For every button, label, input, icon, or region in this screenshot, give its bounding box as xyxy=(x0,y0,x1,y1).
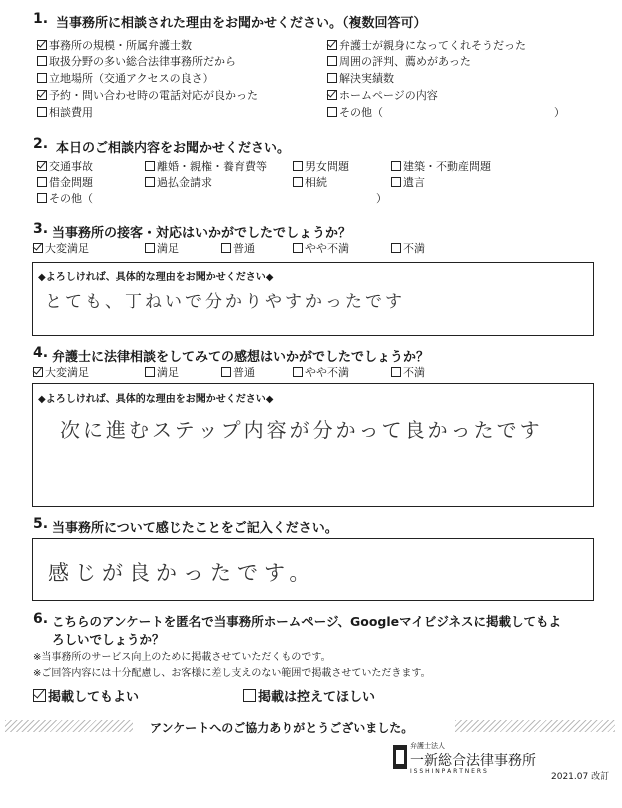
q3-comment-label: ◆よろしければ、具体的な理由をお聞かせください◆ xyxy=(38,272,274,283)
q6-note-2: ※ご回答内容には十分配慮し、お客様に差し支えのない範囲で掲載させていただきます。 xyxy=(33,668,431,679)
option-label: 普通 xyxy=(233,366,255,379)
q1-option-website[interactable] xyxy=(327,87,438,103)
checkbox-icon xyxy=(37,177,47,187)
checkbox-icon xyxy=(145,161,155,171)
checkbox-icon xyxy=(391,367,401,377)
q6-question-line1: こちらのアンケートを匿名で当事務所ホームページ、Googleマイビジネスに掲載してもよ xyxy=(52,614,562,629)
q5-handwritten-answer: 感じが良かったです。 xyxy=(48,561,317,585)
q4-comment-label: ◆よろしければ、具体的な理由をお聞かせください◆ xyxy=(38,394,274,405)
option-label: 満足 xyxy=(157,242,179,255)
checkbox-icon xyxy=(145,177,155,187)
checkbox-icon xyxy=(37,40,47,50)
q6-question-line2: ろしいでしょうか？ xyxy=(52,632,165,647)
q4-option-somewhat-dissatisfied[interactable] xyxy=(293,364,349,380)
footer-hatch-right xyxy=(455,720,615,732)
q1-option-location[interactable] xyxy=(37,70,214,86)
option-label: 大変満足 xyxy=(45,366,89,379)
option-label: 満足 xyxy=(157,366,179,379)
checkbox-icon xyxy=(221,243,231,253)
checkbox-icon xyxy=(37,107,47,117)
q4-handwritten-answer: 次に進むステップ内容が分かって良かったです xyxy=(60,418,543,442)
q2-option-inheritance[interactable] xyxy=(293,174,327,190)
q5-number: 5. xyxy=(33,516,49,532)
option-label: 離婚・親権・養育費等 xyxy=(157,160,267,173)
firm-logo-name: 一新総合法律事務所 xyxy=(410,753,536,769)
option-label: やや不満 xyxy=(305,366,349,379)
q2-option-debt[interactable] xyxy=(37,174,93,190)
footer-thanks: アンケートへのご協力ありがとうございました。 xyxy=(150,721,414,735)
q4-option-satisfied[interactable] xyxy=(145,364,179,380)
q3-option-normal[interactable] xyxy=(221,240,255,256)
q3-option-somewhat-dissatisfied[interactable] xyxy=(293,240,349,256)
checkbox-icon xyxy=(37,193,47,203)
checkbox-icon xyxy=(37,56,47,66)
checkbox-icon xyxy=(391,161,401,171)
q4-option-very-satisfied[interactable] xyxy=(33,364,89,380)
option-label: その他（ xyxy=(339,106,383,119)
q4-option-dissatisfied[interactable] xyxy=(391,364,425,380)
option-label: その他（ xyxy=(49,192,93,205)
firm-logo-roman: I S S H I N P A R T N E R S xyxy=(410,768,487,775)
q4-number: 4. xyxy=(33,345,49,361)
q2-other-close-paren: ） xyxy=(376,192,387,205)
checkbox-icon xyxy=(243,689,256,702)
option-label: 不満 xyxy=(403,242,425,255)
q1-other-close-paren: ） xyxy=(554,106,565,119)
checkbox-icon xyxy=(33,367,43,377)
checkbox-icon xyxy=(391,177,401,187)
q2-option-realestate[interactable] xyxy=(391,158,491,174)
q6-number: 6. xyxy=(33,611,49,627)
firm-logo-small: 弁護士法人 xyxy=(410,742,445,750)
checkbox-icon xyxy=(293,161,303,171)
q1-number: 1. xyxy=(33,11,49,27)
option-label: 遺言 xyxy=(403,176,425,189)
firm-logo-icon xyxy=(393,745,407,769)
option-label: ホームページの内容 xyxy=(339,89,438,102)
q1-option-results[interactable] xyxy=(327,70,394,86)
option-label: 予約・問い合わせ時の電話対応が良かった xyxy=(49,89,258,102)
q2-option-traffic[interactable] xyxy=(37,158,93,174)
q2-option-will[interactable] xyxy=(391,174,425,190)
q3-number: 3. xyxy=(33,221,49,237)
q1-option-fee[interactable] xyxy=(37,104,93,120)
option-label: 大変満足 xyxy=(45,242,89,255)
checkbox-icon xyxy=(33,689,46,702)
checkbox-icon xyxy=(327,107,337,117)
option-label: 取扱分野の多い総合法律事務所だから xyxy=(49,55,236,68)
option-label: 相続 xyxy=(305,176,327,189)
q2-option-relationship[interactable] xyxy=(293,158,349,174)
option-label: 相談費用 xyxy=(49,106,93,119)
q2-option-other[interactable] xyxy=(37,190,93,206)
option-label: やや不満 xyxy=(305,242,349,255)
checkbox-icon xyxy=(391,243,401,253)
q3-question: 当事務所の接客・対応はいかがでしたでしょうか？ xyxy=(52,226,352,241)
option-label: 不満 xyxy=(403,366,425,379)
option-label: 交通事故 xyxy=(49,160,93,173)
checkbox-icon xyxy=(37,90,47,100)
q6-option-allow[interactable] xyxy=(33,686,139,705)
option-label: 立地場所（交通アクセスの良さ） xyxy=(49,72,214,85)
q2-option-divorce[interactable] xyxy=(145,158,267,174)
checkbox-icon xyxy=(293,243,303,253)
q1-option-scale[interactable] xyxy=(37,37,192,53)
checkbox-icon xyxy=(221,367,231,377)
q1-option-phone[interactable] xyxy=(37,87,258,103)
option-label: 掲載してもよい xyxy=(48,690,140,705)
q2-question: 本日のご相談内容をお聞かせください。 xyxy=(56,141,291,156)
q1-option-other[interactable] xyxy=(327,104,383,120)
checkbox-icon xyxy=(327,73,337,83)
q3-option-very-satisfied[interactable] xyxy=(33,240,89,256)
checkbox-icon xyxy=(327,56,337,66)
option-label: 弁護士が親身になってくれそうだった xyxy=(339,39,526,52)
checkbox-icon xyxy=(37,73,47,83)
q6-note-1: ※当事務所のサービス向上のために掲載させていただくものです。 xyxy=(33,652,331,663)
q2-number: 2. xyxy=(33,136,49,152)
q3-option-satisfied[interactable] xyxy=(145,240,179,256)
footer-hatch-left xyxy=(5,720,133,732)
option-label: 建築・不動産問題 xyxy=(403,160,491,173)
form-revision: 2021.07 改訂 xyxy=(551,772,610,782)
option-label: 普通 xyxy=(233,242,255,255)
checkbox-icon xyxy=(293,177,303,187)
q3-handwritten-answer: とても、丁ねいで分かりやすかったです xyxy=(45,292,405,312)
checkbox-icon xyxy=(327,40,337,50)
option-label: 事務所の規模・所属弁護士数 xyxy=(49,39,192,52)
q5-question: 当事務所について感じたことをご記入ください。 xyxy=(52,521,338,536)
q6-option-decline[interactable] xyxy=(243,686,375,705)
q2-option-overpayment[interactable] xyxy=(145,174,212,190)
option-label: 解決実績数 xyxy=(339,72,394,85)
option-label: 男女問題 xyxy=(305,160,349,173)
q1-question: 当事務所に相談された理由をお聞かせください。（複数回答可） xyxy=(56,16,427,31)
q4-option-normal[interactable] xyxy=(221,364,255,380)
checkbox-icon xyxy=(37,161,47,171)
checkbox-icon xyxy=(33,243,43,253)
q1-option-general[interactable] xyxy=(37,53,236,69)
option-label: 周囲の評判、薦めがあった xyxy=(339,55,471,68)
option-label: 掲載は控えてほしい xyxy=(258,690,376,705)
checkbox-icon xyxy=(145,367,155,377)
checkbox-icon xyxy=(293,367,303,377)
checkbox-icon xyxy=(327,90,337,100)
option-label: 借金問題 xyxy=(49,176,93,189)
q3-option-dissatisfied[interactable] xyxy=(391,240,425,256)
checkbox-icon xyxy=(145,243,155,253)
q1-option-reputation[interactable] xyxy=(327,53,471,69)
q1-option-lawyer[interactable] xyxy=(327,37,526,53)
option-label: 過払金請求 xyxy=(157,176,212,189)
q4-question: 弁護士に法律相談をしてみての感想はいかがでしたでしょうか？ xyxy=(52,350,430,365)
